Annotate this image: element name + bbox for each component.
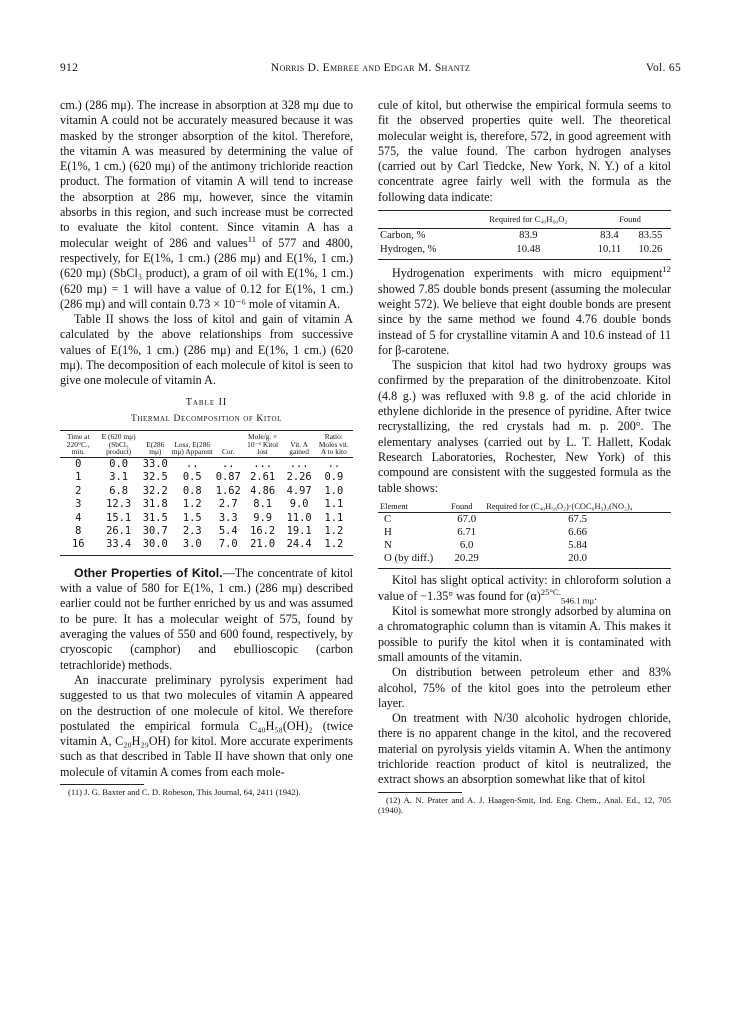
table-header: Cor.: [215, 431, 242, 458]
paragraph: The suspicion that kitol had two hydroxy groups was confirmed by the preparation of the dinitrobenzoate. Kitol (4.8 g.) was refluxed with 9.8 g. of the acid chloride in ethylene dichloride in the presence of pyridine. After twice recrystallizing, the red crystals had m. p. 200°. The elementary analyses (carried out by L. T. Hallett, Kodak Research Laboratories, Rochester, New York) of this compound are consistent with the suggested formula as the table shows:: [378, 358, 671, 495]
paragraph: cm.) (286 mμ). The increase in absorption at 328 mμ due to vitamin A could not be accurately measured because it was masked by the stronger absorption of the kitol. Therefore, the vitamin A was measured by determining the value of E(1%, 1 cm.) (620 mμ) of the antimony trichloride reaction product. The formation of vitamin A will tend to increase the absorption at 286 mμ, however, since the vitamin absorbs in this region, and such increase must be corrected to evaluate the kitol content. Since vitamin A has a molecular weight of 286 and values$^{11}$ of 577 and 4800, respectively, for E(1%, 1 cm.) (286 mμ) and E(1%, 1 cm.) (620 mμ) (SbCl₃ product), a gram of oil with E(1%, 1 cm.) (620 mμ) = 1 will have a value of 0.12 for E(1%, 1 cm.) (286 mμ) and will contain 0.73 × 10⁻⁶ mole of vitamin A.: [60, 98, 353, 311]
table-cell: 11.0: [286, 511, 312, 524]
paragraph: An inaccurate preliminary pyrolysis experiment had suggested to us that two molecules of vitamin A appeared on the destruction of one molecule of kitol. We therefore postulated the empirical formula C₄₀H₅₈(OH)₂ (twice vitamin A, C₂₀H₂₉OH) for kitol. More accurate experiments such as that described in Table II have shown that only one molecule of vitamin A comes from each mole-: [60, 672, 353, 779]
table-cell: 8.1: [253, 498, 273, 511]
table-cell: 5.84: [568, 539, 588, 552]
table-header: Found: [449, 502, 484, 513]
superscript: 25°C.: [540, 586, 561, 597]
table-cell: 7.0: [215, 538, 242, 555]
table-header: Required for (C₄₀H₅₈O₂)·(COC₆H₃)₂(NO₂)₄: [484, 502, 671, 513]
table-cell: 20.0: [484, 552, 671, 569]
table-cell: 6.71: [457, 526, 477, 539]
table-cell: 0.9: [324, 471, 344, 484]
table-header: Required for C₄₀H₆₀O₂: [468, 211, 590, 229]
subscript: 546.1 mμ: [560, 595, 595, 606]
table-cell: 2.26: [286, 471, 312, 484]
table-cell: ...: [289, 458, 309, 471]
table-cell: 6.8: [109, 484, 128, 497]
table-cell: 16.2: [250, 525, 276, 538]
table-row: [60, 458, 353, 472]
table-cell: 67.0: [457, 513, 477, 526]
paragraph: Hydrogenation experiments with micro equipment$^{12}$ showed 7.85 double bonds present (assuming the molecular weight 572). We believe that eight double bonds are present since by the same method we found 4.76 double bonds instead of 5 for crystalline vitamin A and 10.6 instead of 11 for β-carotene.: [378, 264, 671, 357]
table-row: [60, 485, 353, 498]
table-cell: 1: [75, 471, 82, 484]
table-cell: 19.1: [286, 525, 312, 538]
table-cell: 83.55: [638, 230, 663, 242]
table-cell: 33.0: [142, 458, 168, 471]
table-carbon-hydrogen: [378, 210, 671, 260]
table-cell: 10.11: [589, 243, 630, 260]
table-row: [378, 539, 671, 552]
table-header: Loss, E(286 mμ) Apparent: [170, 431, 215, 458]
table-cell: 30.0: [141, 538, 170, 555]
table-cell: ...: [253, 458, 273, 471]
table-cell: C: [384, 513, 392, 526]
table-cell: 15.1: [106, 511, 132, 524]
table-cell: N: [384, 539, 392, 552]
table-row: [378, 243, 671, 260]
table-cell: 3.1: [109, 471, 128, 484]
table-cell: 30.7: [142, 525, 168, 538]
footnote: (12) A. N. Prater and A. J. Haagen-Smit, Ind. Eng. Chem., Anal. Ed., 12, 705 (1940).: [378, 794, 671, 815]
reference-mark: 12: [662, 264, 671, 275]
table-header: Ratio: Moles vit. A to kito: [315, 431, 353, 458]
table-cell: 1.2: [315, 538, 353, 555]
table-cell: 3: [75, 498, 82, 511]
table-cell: 2: [75, 484, 82, 497]
table-header: Mole/g. × 10⁻⁶ Kitol lost: [242, 431, 284, 458]
table-cell: Carbon, %: [380, 230, 426, 242]
table-header: Time at 220°C., min.: [60, 431, 97, 458]
table-cell: 0.5: [182, 471, 202, 484]
table-cell: 16: [60, 538, 97, 555]
table-cell: 12.3: [106, 498, 132, 511]
table-cell: 1.62: [215, 484, 241, 497]
table-cell: 83.4: [600, 230, 619, 242]
table-cell: 9.0: [289, 498, 309, 511]
table-cell: 3.3: [218, 511, 238, 524]
footnote: (11) J. G. Baxter and C. D. Robeson, This Journal, 64, 2411 (1942).: [68, 787, 301, 798]
table-cell: 1.5: [182, 511, 202, 524]
table-cell: 2.3: [182, 525, 202, 538]
table-row: [60, 498, 353, 511]
table-cell: 9.9: [253, 511, 273, 524]
table-thermal-decomposition: [60, 430, 353, 556]
page-number: 912: [60, 62, 79, 74]
table-cell: 32.5: [142, 471, 168, 484]
table-elementary-analysis: [378, 502, 671, 570]
table-cell: Hydrogen, %: [378, 243, 468, 260]
table-cell: 2.7: [218, 498, 238, 511]
table-header: Element: [378, 502, 449, 513]
paragraph: On treatment with N/30 alcoholic hydrogen chloride, there is no apparent change in the kitol, and the recovered material on pyrolysis yields vitamin A. When the antimony trichloride reaction product of kitol is neutralized, the extract shows an absorption somewhat like that of kitol: [378, 711, 671, 787]
table-cell: 0.0: [109, 458, 128, 471]
table-cell: 6.66: [568, 526, 588, 539]
table-cell: 4.86: [250, 484, 276, 497]
paragraph: Other Properties of Kitol.—The concentrate of kitol with a value of 580 for E(1%, 1 cm.) (286 mμ) described earlier could not be further enriched by us and was assumed to be pure. It has a molecular weight of 575, found by averaging the values of 550 and 600 found, respectively, by cryoscopic (camphor) and ebullioscopic (carbon tetrachloride) methods.: [60, 565, 353, 672]
table-cell: 1.2: [182, 498, 202, 511]
paragraph: Kitol is somewhat more strongly adsorbed by alumina on a chromatographic column than is vitamin A. This makes it possible to purify the kitol when it is contaminated with small amounts of the vitamin.: [378, 604, 671, 664]
table-cell: 31.5: [142, 511, 168, 524]
table-cell: 4.97: [286, 484, 312, 497]
table-cell: 4: [75, 511, 82, 524]
table-cell: O (by diff.): [378, 552, 449, 569]
footnote-rule: [60, 784, 144, 785]
paragraph: cule of kitol, but otherwise the empirical formula seems to fit the observed properties quite well. The theoretical molecular weight is, therefore, 572, in good agreement with 575, the value found. The carbon hydrogen analyses (carried out by Carl Tiedcke, New York, N. Y.) of a kitol concentrate agree fairly well with the formula as the following data indicate:: [378, 98, 671, 204]
running-header: [60, 62, 681, 78]
section-title: Other Properties of Kitol.: [74, 565, 223, 580]
table-cell: 1.1: [324, 511, 344, 524]
table-cell: 6.0: [459, 539, 474, 552]
volume-label: Vol. 65: [645, 62, 681, 74]
table-cell: 1.2: [324, 525, 344, 538]
table-cell: 31.8: [142, 498, 168, 511]
table-caption: Table II: [185, 396, 228, 408]
paragraph: Kitol has slight optical activity: in chloroform solution a value of −1.35° was found for $(\alpha)^{25^\circ C.}_{546.1 m\mu}$.: [378, 573, 671, 606]
reference-mark: 11: [247, 233, 257, 244]
table-title: Thermal Decomposition of Kitol: [130, 413, 283, 424]
paragraph: On distribution between petroleum ether and 83% alcohol, 75% of the kitol goes into the petroleum ether layer.: [378, 665, 671, 710]
table-cell: 3.0: [170, 538, 215, 555]
table-cell: ..: [186, 458, 199, 471]
paragraph: Table II shows the loss of kitol and gain of vitamin A calculated by the above relationships from successive values of E(1%, 1 cm.) (286 mμ) and E(1%, 1 cm.) (620 mμ). The decomposition of each molecule of kitol is seen to give one molecule of vitamin A.: [60, 312, 353, 388]
table-row: [378, 526, 671, 539]
table-cell: 8: [75, 525, 82, 538]
table-row: [378, 552, 671, 569]
table-cell: 21.0: [242, 538, 284, 555]
table-row: [60, 471, 353, 484]
table-cell: ..: [221, 458, 235, 471]
table-cell: 20.29: [449, 552, 484, 569]
table-cell: 33.4: [97, 538, 141, 555]
right-column: [378, 98, 671, 815]
table-cell: 2.61: [250, 471, 276, 484]
left-column: [60, 98, 353, 797]
table-cell: 32.2: [142, 484, 168, 497]
footnote-rule: [378, 792, 462, 793]
table-cell: 0.8: [182, 484, 202, 497]
table-cell: 5.4: [218, 525, 238, 538]
table-row: [60, 538, 353, 555]
table-header: Vit. A gained: [284, 431, 315, 458]
table-row: [378, 229, 671, 244]
table-cell: 1.0: [324, 484, 344, 497]
table-cell: 10.26: [630, 243, 671, 260]
table-cell: 0: [75, 458, 82, 471]
table-row: [60, 512, 353, 525]
table-cell: 0.87: [215, 471, 241, 484]
table-header: E (620 mμ) (SbCl₃ product): [97, 431, 141, 458]
table-cell: 83.9: [519, 230, 538, 242]
table-row: [378, 513, 671, 527]
table-cell: 24.4: [284, 538, 315, 555]
table-cell: 26.1: [106, 525, 132, 538]
table-header: Found: [589, 211, 671, 229]
table-cell: 1.1: [324, 498, 344, 511]
table-cell: ..: [327, 458, 341, 471]
table-cell: H: [384, 526, 392, 539]
table-row: [60, 525, 353, 538]
table-cell: 10.48: [468, 243, 590, 260]
running-title: Norris D. Embree and Edgar M. Shantz: [270, 62, 471, 74]
table-header: E(286 mμ): [141, 431, 170, 458]
table-cell: 67.5: [568, 513, 588, 526]
